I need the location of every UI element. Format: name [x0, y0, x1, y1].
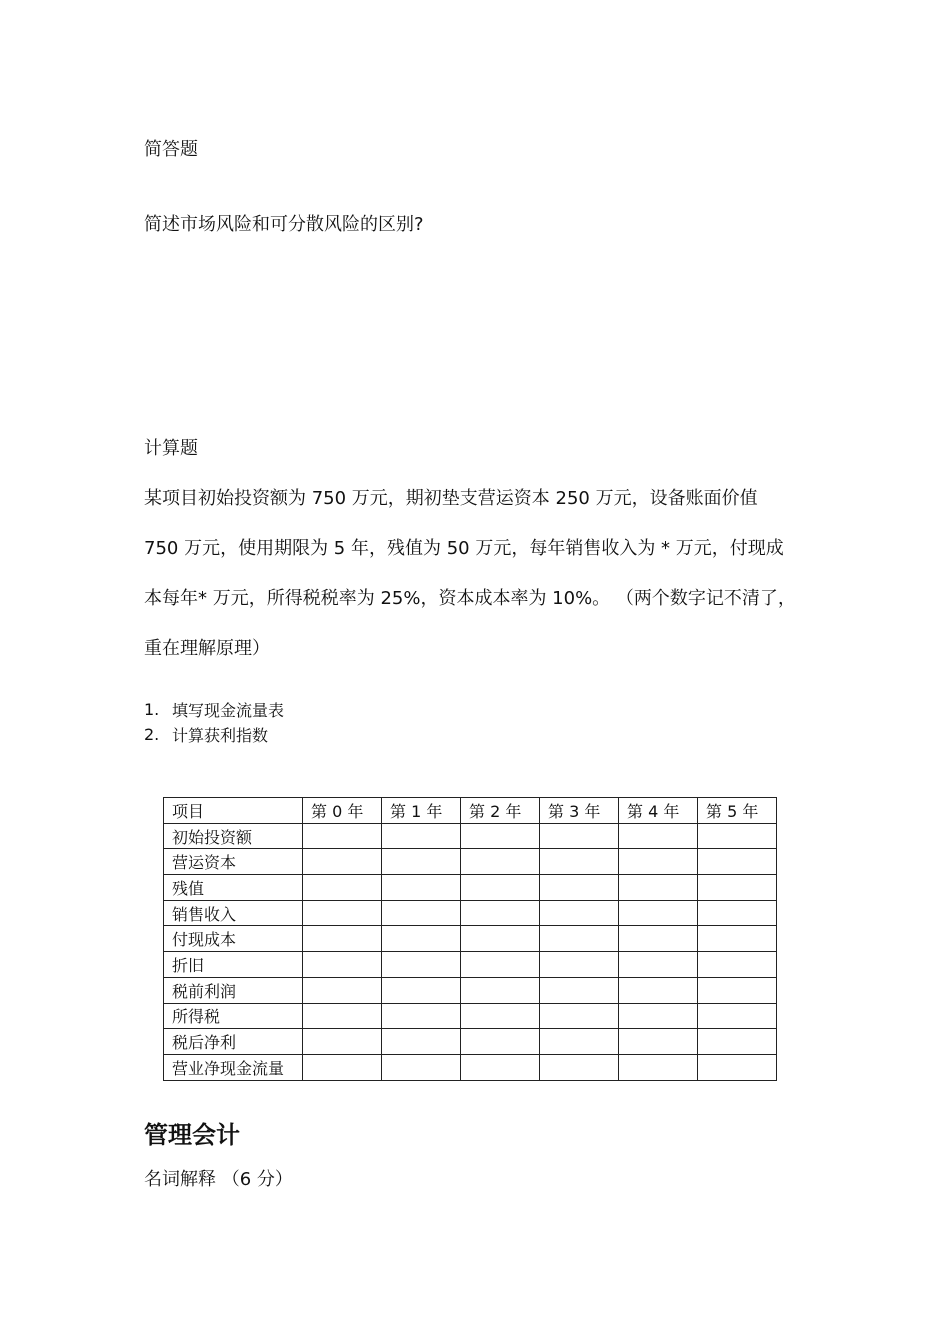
list-number: 2.	[144, 725, 160, 744]
empty-cell	[461, 823, 540, 849]
column-header: 第 3 年	[540, 798, 619, 824]
table-row	[164, 1029, 777, 1055]
empty-cell	[461, 900, 540, 926]
list-item	[144, 697, 284, 722]
row-label: 所得税	[164, 1003, 303, 1029]
table-row	[164, 875, 777, 901]
list-text: 填写现金流量表	[172, 701, 285, 720]
empty-cell	[382, 1029, 461, 1055]
problem-line: 750 万元，使用期限为 5 年，残值为 50 万元，每年销售收入为 * 万元，付现成	[144, 538, 784, 559]
empty-cell	[698, 875, 777, 901]
empty-cell	[461, 926, 540, 952]
empty-cell	[619, 849, 698, 875]
row-label: 残值	[164, 875, 303, 901]
empty-cell	[382, 926, 461, 952]
short-answer-question: 简述市场风险和可分散风险的区别?	[144, 214, 424, 235]
empty-cell	[698, 849, 777, 875]
problem-line: 某项目初始投资额为 750 万元，期初垫支营运资本 250 万元，设备账面价值	[144, 488, 758, 509]
empty-cell	[698, 1029, 777, 1055]
empty-cell	[619, 1029, 698, 1055]
empty-cell	[303, 952, 382, 978]
column-header: 第 4 年	[619, 798, 698, 824]
row-label: 营业净现金流量	[164, 1054, 303, 1080]
empty-cell	[303, 977, 382, 1003]
empty-cell	[540, 1029, 619, 1055]
empty-cell	[303, 849, 382, 875]
empty-cell	[619, 977, 698, 1003]
empty-cell	[382, 1003, 461, 1029]
section-subtitle: 名词解释 （6 分）	[144, 1169, 293, 1190]
column-header: 第 1 年	[382, 798, 461, 824]
empty-cell	[540, 875, 619, 901]
empty-cell	[540, 900, 619, 926]
empty-cell	[382, 952, 461, 978]
empty-cell	[619, 1003, 698, 1029]
empty-cell	[382, 977, 461, 1003]
empty-cell	[382, 875, 461, 901]
table-row	[164, 900, 777, 926]
empty-cell	[382, 900, 461, 926]
table-row	[164, 849, 777, 875]
empty-cell	[619, 952, 698, 978]
empty-cell	[303, 823, 382, 849]
table-row	[164, 1054, 777, 1080]
column-header: 第 2 年	[461, 798, 540, 824]
column-header: 第 5 年	[698, 798, 777, 824]
empty-cell	[382, 823, 461, 849]
empty-cell	[619, 1054, 698, 1080]
column-header: 第 0 年	[303, 798, 382, 824]
empty-cell	[540, 1054, 619, 1080]
empty-cell	[461, 1029, 540, 1055]
list-text: 计算获利指数	[172, 726, 269, 745]
row-label: 销售收入	[164, 900, 303, 926]
empty-cell	[382, 1054, 461, 1080]
empty-cell	[619, 900, 698, 926]
empty-cell	[540, 849, 619, 875]
empty-cell	[698, 1003, 777, 1029]
empty-cell	[461, 952, 540, 978]
row-label: 税后净利	[164, 1029, 303, 1055]
empty-cell	[461, 1054, 540, 1080]
table-body	[164, 823, 777, 1080]
empty-cell	[619, 875, 698, 901]
empty-cell	[698, 900, 777, 926]
empty-cell	[303, 900, 382, 926]
empty-cell	[698, 977, 777, 1003]
empty-cell	[540, 952, 619, 978]
cash-flow-table	[163, 797, 777, 1081]
row-label: 税前利润	[164, 977, 303, 1003]
list-item	[144, 722, 284, 747]
empty-cell	[540, 823, 619, 849]
empty-cell	[698, 823, 777, 849]
row-label: 折旧	[164, 952, 303, 978]
row-label: 付现成本	[164, 926, 303, 952]
section-title: 管理会计	[144, 1121, 240, 1149]
empty-cell	[461, 875, 540, 901]
list-number: 1.	[144, 700, 160, 719]
calculation-heading: 计算题	[144, 438, 198, 459]
short-answer-heading: 简答题	[144, 139, 198, 160]
empty-cell	[303, 1029, 382, 1055]
row-label: 营运资本	[164, 849, 303, 875]
table-row	[164, 952, 777, 978]
empty-cell	[303, 1054, 382, 1080]
table-header-row	[164, 798, 777, 824]
column-header: 项目	[164, 798, 303, 824]
empty-cell	[619, 926, 698, 952]
empty-cell	[540, 926, 619, 952]
row-label: 初始投资额	[164, 823, 303, 849]
empty-cell	[540, 1003, 619, 1029]
empty-cell	[698, 926, 777, 952]
empty-cell	[382, 849, 461, 875]
task-list	[144, 697, 284, 747]
empty-cell	[619, 823, 698, 849]
problem-line: 重在理解原理）	[144, 638, 270, 659]
empty-cell	[303, 1003, 382, 1029]
problem-line: 本每年* 万元，所得税税率为 25%，资本成本率为 10%。 （两个数字记不清了，	[144, 588, 796, 609]
empty-cell	[540, 977, 619, 1003]
empty-cell	[303, 926, 382, 952]
table-row	[164, 977, 777, 1003]
table-row	[164, 1003, 777, 1029]
empty-cell	[698, 1054, 777, 1080]
empty-cell	[461, 1003, 540, 1029]
empty-cell	[461, 849, 540, 875]
table-row	[164, 926, 777, 952]
empty-cell	[461, 977, 540, 1003]
empty-cell	[698, 952, 777, 978]
table-row	[164, 823, 777, 849]
empty-cell	[303, 875, 382, 901]
